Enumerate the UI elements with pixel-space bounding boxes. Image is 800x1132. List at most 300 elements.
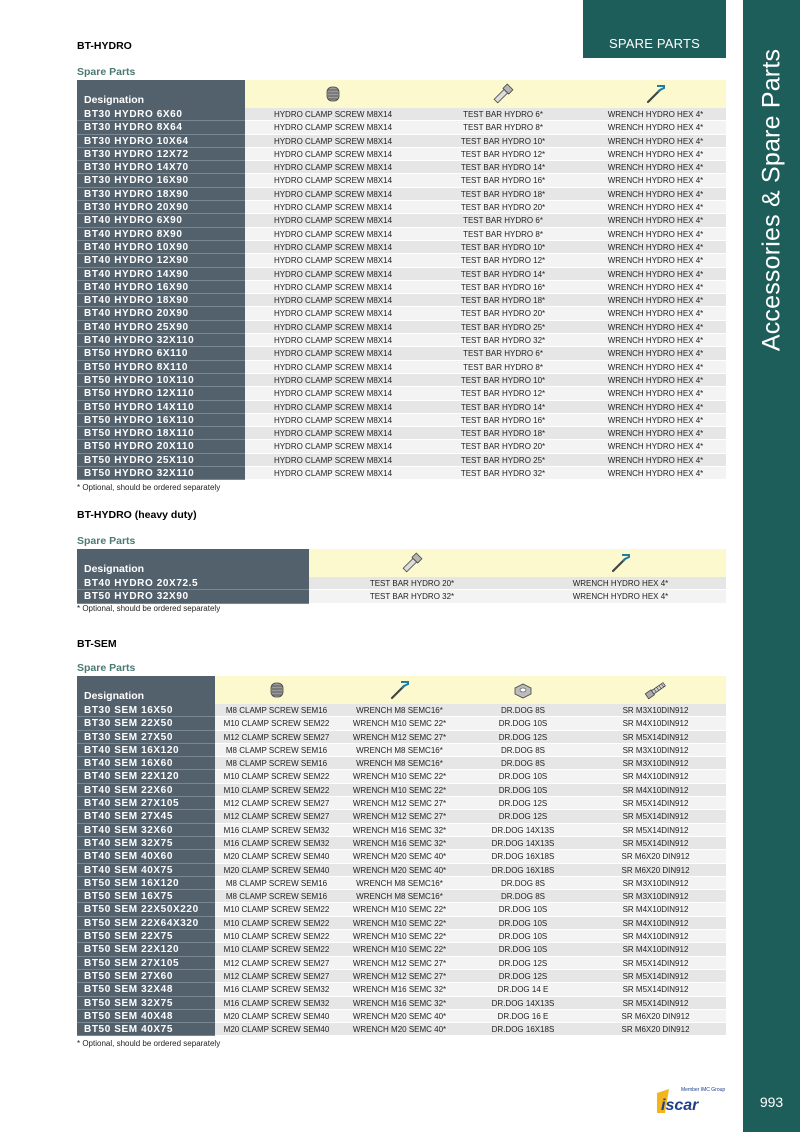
screw-icon bbox=[585, 676, 726, 704]
part-cell: SR M3X10DIN912 bbox=[585, 744, 726, 757]
table-row bbox=[77, 361, 726, 374]
part-cell: WRENCH HYDRO HEX 4* bbox=[585, 374, 726, 387]
part-cell: WRENCH M10 SEMC 22* bbox=[338, 903, 461, 916]
table-row bbox=[77, 440, 726, 453]
part-cell: DR.DOG 16X18S bbox=[461, 850, 585, 863]
table-row bbox=[77, 121, 726, 134]
part-cell: WRENCH HYDRO HEX 4* bbox=[585, 307, 726, 320]
sem-footnote: * Optional, should be ordered separately bbox=[77, 1039, 221, 1048]
part-cell: SR M3X10DIN912 bbox=[585, 890, 726, 903]
part-cell: SR M6X20 DIN912 bbox=[585, 1010, 726, 1023]
part-cell: WRENCH M10 SEMC 22* bbox=[338, 917, 461, 930]
designation-cell: BT50 HYDRO 8X110 bbox=[77, 361, 245, 374]
wrench-icon bbox=[585, 80, 726, 108]
part-cell: M10 CLAMP SCREW SEM22 bbox=[215, 770, 338, 783]
part-cell: WRENCH HYDRO HEX 4* bbox=[585, 201, 726, 214]
part-cell: SR M4X10DIN912 bbox=[585, 917, 726, 930]
table-row bbox=[77, 188, 726, 201]
part-cell: SR M5X14DIN912 bbox=[585, 824, 726, 837]
part-cell: SR M3X10DIN912 bbox=[585, 704, 726, 717]
part-cell: WRENCH M8 SEMC16* bbox=[338, 704, 461, 717]
part-cell: WRENCH HYDRO HEX 4* bbox=[585, 188, 726, 201]
hydro-table-header bbox=[77, 80, 726, 108]
member-text: Member IMC Group bbox=[681, 1087, 726, 1093]
designation-cell: BT40 HYDRO 32X110 bbox=[77, 334, 245, 347]
part-cell: HYDRO CLAMP SCREW M8X14 bbox=[245, 241, 421, 254]
part-cell: WRENCH HYDRO HEX 4* bbox=[585, 387, 726, 400]
designation-cell: BT40 HYDRO 20X72.5 bbox=[77, 577, 309, 590]
designation-cell: BT40 SEM 27X105 bbox=[77, 797, 215, 810]
part-cell: WRENCH M12 SEMC 27* bbox=[338, 810, 461, 823]
part-cell: SR M5X14DIN912 bbox=[585, 970, 726, 983]
part-cell: DR.DOG 8S bbox=[461, 704, 585, 717]
table-row bbox=[77, 294, 726, 307]
part-cell: WRENCH HYDRO HEX 4* bbox=[585, 321, 726, 334]
part-cell: WRENCH M12 SEMC 27* bbox=[338, 731, 461, 744]
part-cell: TEST BAR HYDRO 20* bbox=[421, 201, 585, 214]
designation-cell: BT40 SEM 32X60 bbox=[77, 824, 215, 837]
designation-cell: BT50 SEM 16X75 bbox=[77, 890, 215, 903]
part-cell: WRENCH M16 SEMC 32* bbox=[338, 837, 461, 850]
table-row bbox=[77, 957, 726, 970]
part-cell: TEST BAR HYDRO 8* bbox=[421, 228, 585, 241]
table-row bbox=[77, 228, 726, 241]
table-row bbox=[77, 387, 726, 400]
part-cell: SR M4X10DIN912 bbox=[585, 943, 726, 956]
table-row bbox=[77, 454, 726, 467]
part-cell: TEST BAR HYDRO 6* bbox=[421, 214, 585, 227]
designation-cell: BT40 SEM 22X60 bbox=[77, 784, 215, 797]
part-cell: SR M3X10DIN912 bbox=[585, 757, 726, 770]
table-row bbox=[77, 254, 726, 267]
table-row bbox=[77, 717, 726, 730]
designation-cell: BT30 HYDRO 18X90 bbox=[77, 188, 245, 201]
part-cell: TEST BAR HYDRO 8* bbox=[421, 121, 585, 134]
part-cell: M10 CLAMP SCREW SEM22 bbox=[215, 717, 338, 730]
part-cell: TEST BAR HYDRO 25* bbox=[421, 454, 585, 467]
part-cell: TEST BAR HYDRO 6* bbox=[421, 347, 585, 360]
part-cell: WRENCH HYDRO HEX 4* bbox=[585, 174, 726, 187]
part-cell: WRENCH M8 SEMC16* bbox=[338, 890, 461, 903]
part-cell: TEST BAR HYDRO 16* bbox=[421, 414, 585, 427]
sidebar-title-box bbox=[743, 45, 800, 355]
part-cell: HYDRO CLAMP SCREW M8X14 bbox=[245, 440, 421, 453]
part-cell: WRENCH HYDRO HEX 4* bbox=[585, 268, 726, 281]
designation-cell: BT50 SEM 16X120 bbox=[77, 877, 215, 890]
sem-subtitle: Spare Parts bbox=[77, 662, 136, 674]
table-row bbox=[77, 161, 726, 174]
part-cell: WRENCH HYDRO HEX 4* bbox=[585, 334, 726, 347]
part-cell: HYDRO CLAMP SCREW M8X14 bbox=[245, 161, 421, 174]
part-cell: HYDRO CLAMP SCREW M8X14 bbox=[245, 281, 421, 294]
part-cell: WRENCH HYDRO HEX 4* bbox=[585, 401, 726, 414]
part-cell: WRENCH M10 SEMC 22* bbox=[338, 770, 461, 783]
part-cell: DR.DOG 12S bbox=[461, 970, 585, 983]
part-cell: DR.DOG 14 E bbox=[461, 983, 585, 996]
part-cell: WRENCH M16 SEMC 32* bbox=[338, 824, 461, 837]
part-cell: WRENCH M20 SEMC 40* bbox=[338, 850, 461, 863]
part-cell: DR.DOG 8S bbox=[461, 744, 585, 757]
table-row bbox=[77, 347, 726, 360]
designation-cell: BT40 SEM 32X75 bbox=[77, 837, 215, 850]
part-cell: M16 CLAMP SCREW SEM32 bbox=[215, 837, 338, 850]
part-cell: HYDRO CLAMP SCREW M8X14 bbox=[245, 347, 421, 360]
table-row bbox=[77, 731, 726, 744]
part-cell: TEST BAR HYDRO 14* bbox=[421, 401, 585, 414]
part-cell: WRENCH M12 SEMC 27* bbox=[338, 957, 461, 970]
part-cell: WRENCH HYDRO HEX 4* bbox=[585, 414, 726, 427]
part-cell: DR.DOG 10S bbox=[461, 770, 585, 783]
part-cell: TEST BAR HYDRO 18* bbox=[421, 427, 585, 440]
part-cell: DR.DOG 12S bbox=[461, 957, 585, 970]
part-cell: TEST BAR HYDRO 12* bbox=[421, 254, 585, 267]
part-cell: TEST BAR HYDRO 16* bbox=[421, 281, 585, 294]
table-row bbox=[77, 757, 726, 770]
wrench-icon bbox=[515, 549, 726, 577]
part-cell: HYDRO CLAMP SCREW M8X14 bbox=[245, 214, 421, 227]
part-cell: SR M4X10DIN912 bbox=[585, 903, 726, 916]
designation-cell: BT30 SEM 27X50 bbox=[77, 731, 215, 744]
designation-cell: BT50 SEM 27X60 bbox=[77, 970, 215, 983]
part-cell: WRENCH HYDRO HEX 4* bbox=[585, 281, 726, 294]
part-cell: HYDRO CLAMP SCREW M8X14 bbox=[245, 414, 421, 427]
part-cell: WRENCH HYDRO HEX 4* bbox=[585, 467, 726, 480]
table-row bbox=[77, 850, 726, 863]
table-row bbox=[77, 577, 726, 590]
part-cell: WRENCH HYDRO HEX 4* bbox=[585, 148, 726, 161]
part-cell: SR M5X14DIN912 bbox=[585, 837, 726, 850]
table-row bbox=[77, 770, 726, 783]
table-row bbox=[77, 997, 726, 1010]
part-cell: TEST BAR HYDRO 12* bbox=[421, 387, 585, 400]
designation-cell: BT40 SEM 22X120 bbox=[77, 770, 215, 783]
sem-table bbox=[77, 676, 726, 1036]
designation-cell: BT50 HYDRO 25X110 bbox=[77, 454, 245, 467]
table-row bbox=[77, 930, 726, 943]
clamp-screw-icon bbox=[245, 80, 421, 108]
part-cell: M20 CLAMP SCREW SEM40 bbox=[215, 864, 338, 877]
designation-cell: BT50 SEM 27X105 bbox=[77, 957, 215, 970]
part-cell: WRENCH M12 SEMC 27* bbox=[338, 797, 461, 810]
part-cell: HYDRO CLAMP SCREW M8X14 bbox=[245, 467, 421, 480]
part-cell: M10 CLAMP SCREW SEM22 bbox=[215, 917, 338, 930]
heavy-subtitle: Spare Parts bbox=[77, 535, 136, 547]
designation-cell: BT30 SEM 16X50 bbox=[77, 704, 215, 717]
heavy-table-header bbox=[77, 549, 726, 577]
part-cell: M12 CLAMP SCREW SEM27 bbox=[215, 970, 338, 983]
part-cell: TEST BAR HYDRO 32* bbox=[421, 467, 585, 480]
designation-cell: BT40 SEM 16X60 bbox=[77, 757, 215, 770]
part-cell: TEST BAR HYDRO 10* bbox=[421, 374, 585, 387]
part-cell: SR M5X14DIN912 bbox=[585, 797, 726, 810]
table-row bbox=[77, 214, 726, 227]
part-cell: WRENCH HYDRO HEX 4* bbox=[585, 241, 726, 254]
designation-cell: BT50 HYDRO 16X110 bbox=[77, 414, 245, 427]
part-cell: TEST BAR HYDRO 32* bbox=[309, 590, 515, 603]
part-cell: WRENCH M16 SEMC 32* bbox=[338, 997, 461, 1010]
part-cell: DR.DOG 8S bbox=[461, 877, 585, 890]
table-row bbox=[77, 281, 726, 294]
part-cell: DR.DOG 10S bbox=[461, 930, 585, 943]
part-cell: HYDRO CLAMP SCREW M8X14 bbox=[245, 228, 421, 241]
designation-cell: BT40 HYDRO 18X90 bbox=[77, 294, 245, 307]
part-cell: M8 CLAMP SCREW SEM16 bbox=[215, 704, 338, 717]
part-cell: TEST BAR HYDRO 6* bbox=[421, 108, 585, 121]
hydro-table bbox=[77, 80, 726, 480]
part-cell: TEST BAR HYDRO 25* bbox=[421, 321, 585, 334]
part-cell: SR M5X14DIN912 bbox=[585, 983, 726, 996]
designation-cell: BT40 HYDRO 25X90 bbox=[77, 321, 245, 334]
table-row bbox=[77, 784, 726, 797]
designation-cell: BT40 SEM 16X120 bbox=[77, 744, 215, 757]
part-cell: M8 CLAMP SCREW SEM16 bbox=[215, 877, 338, 890]
sem-table-header bbox=[77, 676, 726, 704]
part-cell: HYDRO CLAMP SCREW M8X14 bbox=[245, 401, 421, 414]
part-cell: WRENCH HYDRO HEX 4* bbox=[585, 361, 726, 374]
part-cell: HYDRO CLAMP SCREW M8X14 bbox=[245, 294, 421, 307]
part-cell: HYDRO CLAMP SCREW M8X14 bbox=[245, 387, 421, 400]
part-cell: DR.DOG 14X13S bbox=[461, 837, 585, 850]
designation-cell: BT40 SEM 40X75 bbox=[77, 864, 215, 877]
table-row bbox=[77, 824, 726, 837]
part-cell: HYDRO CLAMP SCREW M8X14 bbox=[245, 148, 421, 161]
designation-cell: BT30 HYDRO 12X72 bbox=[77, 148, 245, 161]
part-cell: M12 CLAMP SCREW SEM27 bbox=[215, 810, 338, 823]
part-cell: DR.DOG 12S bbox=[461, 731, 585, 744]
part-cell: M12 CLAMP SCREW SEM27 bbox=[215, 957, 338, 970]
part-cell: DR.DOG 10S bbox=[461, 943, 585, 956]
part-cell: DR.DOG 16X18S bbox=[461, 1023, 585, 1036]
part-cell: SR M3X10DIN912 bbox=[585, 877, 726, 890]
designation-cell: BT40 SEM 40X60 bbox=[77, 850, 215, 863]
section-tab-label: SPARE PARTS bbox=[608, 36, 701, 51]
designation-cell: BT50 HYDRO 20X110 bbox=[77, 440, 245, 453]
part-cell: SR M4X10DIN912 bbox=[585, 770, 726, 783]
part-cell: WRENCH M8 SEMC16* bbox=[338, 877, 461, 890]
table-row bbox=[77, 201, 726, 214]
hydro-title: BT-HYDRO bbox=[77, 40, 132, 52]
table-row bbox=[77, 943, 726, 956]
table-row bbox=[77, 307, 726, 320]
designation-cell: BT30 HYDRO 10X64 bbox=[77, 135, 245, 148]
part-cell: DR.DOG 14X13S bbox=[461, 997, 585, 1010]
table-row bbox=[77, 467, 726, 480]
part-cell: M12 CLAMP SCREW SEM27 bbox=[215, 731, 338, 744]
part-cell: DR.DOG 10S bbox=[461, 784, 585, 797]
table-row bbox=[77, 1010, 726, 1023]
wrench-icon bbox=[338, 676, 461, 704]
table-row bbox=[77, 810, 726, 823]
part-cell: WRENCH M20 SEMC 40* bbox=[338, 864, 461, 877]
table-row bbox=[77, 414, 726, 427]
part-cell: DR.DOG 16X18S bbox=[461, 864, 585, 877]
table-row bbox=[77, 744, 726, 757]
part-cell: M20 CLAMP SCREW SEM40 bbox=[215, 850, 338, 863]
part-cell: WRENCH HYDRO HEX 4* bbox=[585, 214, 726, 227]
part-cell: DR.DOG 16 E bbox=[461, 1010, 585, 1023]
part-cell: WRENCH HYDRO HEX 4* bbox=[585, 135, 726, 148]
part-cell: WRENCH HYDRO HEX 4* bbox=[585, 121, 726, 134]
designation-cell: BT50 SEM 32X75 bbox=[77, 997, 215, 1010]
part-cell: TEST BAR HYDRO 8* bbox=[421, 361, 585, 374]
hydro-footnote: * Optional, should be ordered separately bbox=[77, 483, 221, 492]
part-cell: WRENCH HYDRO HEX 4* bbox=[585, 228, 726, 241]
table-row bbox=[77, 174, 726, 187]
part-cell: SR M6X20 DIN912 bbox=[585, 850, 726, 863]
part-cell: M8 CLAMP SCREW SEM16 bbox=[215, 744, 338, 757]
designation-cell: BT40 HYDRO 16X90 bbox=[77, 281, 245, 294]
table-row bbox=[77, 401, 726, 414]
table-row bbox=[77, 334, 726, 347]
page-number: 993 bbox=[759, 1094, 784, 1110]
designation-cell: BT50 SEM 22X120 bbox=[77, 943, 215, 956]
designation-cell: BT40 HYDRO 20X90 bbox=[77, 307, 245, 320]
part-cell: WRENCH HYDRO HEX 4* bbox=[585, 347, 726, 360]
heavy-table bbox=[77, 549, 726, 604]
part-cell: SR M6X20 DIN912 bbox=[585, 864, 726, 877]
part-cell: HYDRO CLAMP SCREW M8X14 bbox=[245, 321, 421, 334]
part-cell: WRENCH HYDRO HEX 4* bbox=[515, 577, 726, 590]
designation-cell: BT30 HYDRO 8X64 bbox=[77, 121, 245, 134]
part-cell: WRENCH HYDRO HEX 4* bbox=[585, 161, 726, 174]
table-row bbox=[77, 135, 726, 148]
designation-cell: BT50 SEM 32X48 bbox=[77, 983, 215, 996]
table-row bbox=[77, 797, 726, 810]
part-cell: WRENCH HYDRO HEX 4* bbox=[585, 427, 726, 440]
table-row bbox=[77, 837, 726, 850]
part-cell: M10 CLAMP SCREW SEM22 bbox=[215, 943, 338, 956]
part-cell: TEST BAR HYDRO 20* bbox=[309, 577, 515, 590]
designation-cell: BT50 HYDRO 18X110 bbox=[77, 427, 245, 440]
part-cell: HYDRO CLAMP SCREW M8X14 bbox=[245, 307, 421, 320]
table-row bbox=[77, 268, 726, 281]
part-cell: M20 CLAMP SCREW SEM40 bbox=[215, 1023, 338, 1036]
table-row bbox=[77, 427, 726, 440]
designation-cell: BT50 SEM 40X48 bbox=[77, 1010, 215, 1023]
table-row bbox=[77, 241, 726, 254]
designation-cell: BT40 HYDRO 6X90 bbox=[77, 214, 245, 227]
part-cell: WRENCH M16 SEMC 32* bbox=[338, 983, 461, 996]
part-cell: M16 CLAMP SCREW SEM32 bbox=[215, 824, 338, 837]
part-cell: SR M4X10DIN912 bbox=[585, 930, 726, 943]
part-cell: WRENCH M10 SEMC 22* bbox=[338, 717, 461, 730]
part-cell: HYDRO CLAMP SCREW M8X14 bbox=[245, 174, 421, 187]
clamp-screw-icon bbox=[215, 676, 338, 704]
designation-cell: BT40 HYDRO 12X90 bbox=[77, 254, 245, 267]
part-cell: SR M4X10DIN912 bbox=[585, 784, 726, 797]
part-cell: M8 CLAMP SCREW SEM16 bbox=[215, 890, 338, 903]
logo-text: iscar bbox=[661, 1097, 699, 1114]
part-cell: M10 CLAMP SCREW SEM22 bbox=[215, 903, 338, 916]
part-cell: TEST BAR HYDRO 18* bbox=[421, 188, 585, 201]
part-cell: WRENCH M20 SEMC 40* bbox=[338, 1010, 461, 1023]
part-cell: HYDRO CLAMP SCREW M8X14 bbox=[245, 374, 421, 387]
part-cell: HYDRO CLAMP SCREW M8X14 bbox=[245, 268, 421, 281]
designation-cell: BT50 SEM 22X75 bbox=[77, 930, 215, 943]
sidebar-title: Accessories & Spare Parts bbox=[757, 48, 785, 352]
test-bar-icon bbox=[421, 80, 585, 108]
part-cell: DR.DOG 12S bbox=[461, 797, 585, 810]
part-cell: HYDRO CLAMP SCREW M8X14 bbox=[245, 454, 421, 467]
part-cell: TEST BAR HYDRO 16* bbox=[421, 174, 585, 187]
part-cell: WRENCH HYDRO HEX 4* bbox=[585, 440, 726, 453]
part-cell: DR.DOG 14X13S bbox=[461, 824, 585, 837]
designation-cell: BT30 HYDRO 6X60 bbox=[77, 108, 245, 121]
part-cell: TEST BAR HYDRO 20* bbox=[421, 307, 585, 320]
sem-title: BT-SEM bbox=[77, 638, 117, 650]
designation-cell: BT40 HYDRO 10X90 bbox=[77, 241, 245, 254]
part-cell: WRENCH M8 SEMC16* bbox=[338, 757, 461, 770]
part-cell: TEST BAR HYDRO 18* bbox=[421, 294, 585, 307]
designation-cell: BT50 SEM 40X75 bbox=[77, 1023, 215, 1036]
part-cell: HYDRO CLAMP SCREW M8X14 bbox=[245, 108, 421, 121]
part-cell: M10 CLAMP SCREW SEM22 bbox=[215, 784, 338, 797]
designation-cell: BT40 HYDRO 8X90 bbox=[77, 228, 245, 241]
part-cell: HYDRO CLAMP SCREW M8X14 bbox=[245, 135, 421, 148]
part-cell: TEST BAR HYDRO 14* bbox=[421, 161, 585, 174]
table-row bbox=[77, 970, 726, 983]
part-cell: WRENCH M10 SEMC 22* bbox=[338, 943, 461, 956]
part-cell: HYDRO CLAMP SCREW M8X14 bbox=[245, 334, 421, 347]
part-cell: M10 CLAMP SCREW SEM22 bbox=[215, 930, 338, 943]
designation-cell: BT30 HYDRO 16X90 bbox=[77, 174, 245, 187]
part-cell: WRENCH HYDRO HEX 4* bbox=[585, 108, 726, 121]
part-cell: DR.DOG 8S bbox=[461, 757, 585, 770]
part-cell: HYDRO CLAMP SCREW M8X14 bbox=[245, 121, 421, 134]
part-cell: M20 CLAMP SCREW SEM40 bbox=[215, 1010, 338, 1023]
part-cell: DR.DOG 8S bbox=[461, 890, 585, 903]
part-cell: WRENCH M10 SEMC 22* bbox=[338, 784, 461, 797]
designation-cell: BT30 HYDRO 14X70 bbox=[77, 161, 245, 174]
designation-cell: BT50 HYDRO 14X110 bbox=[77, 401, 245, 414]
part-cell: M12 CLAMP SCREW SEM27 bbox=[215, 797, 338, 810]
part-cell: M16 CLAMP SCREW SEM32 bbox=[215, 983, 338, 996]
table-row bbox=[77, 590, 726, 603]
part-cell: WRENCH M10 SEMC 22* bbox=[338, 930, 461, 943]
part-cell: TEST BAR HYDRO 32* bbox=[421, 334, 585, 347]
table-row bbox=[77, 917, 726, 930]
table-row bbox=[77, 983, 726, 996]
part-cell: TEST BAR HYDRO 20* bbox=[421, 440, 585, 453]
part-cell: WRENCH HYDRO HEX 4* bbox=[515, 590, 726, 603]
heavy-title: BT-HYDRO (heavy duty) bbox=[77, 509, 197, 521]
iscar-logo bbox=[655, 1083, 727, 1115]
part-cell: M8 CLAMP SCREW SEM16 bbox=[215, 757, 338, 770]
table-row bbox=[77, 890, 726, 903]
table-row bbox=[77, 877, 726, 890]
part-cell: HYDRO CLAMP SCREW M8X14 bbox=[245, 427, 421, 440]
designation-cell: BT30 SEM 22X50 bbox=[77, 717, 215, 730]
part-cell: SR M6X20 DIN912 bbox=[585, 1023, 726, 1036]
part-cell: HYDRO CLAMP SCREW M8X14 bbox=[245, 188, 421, 201]
part-cell: WRENCH M12 SEMC 27* bbox=[338, 970, 461, 983]
table-row bbox=[77, 903, 726, 916]
part-cell: TEST BAR HYDRO 10* bbox=[421, 135, 585, 148]
part-cell: SR M5X14DIN912 bbox=[585, 731, 726, 744]
table-row bbox=[77, 321, 726, 334]
part-cell: WRENCH HYDRO HEX 4* bbox=[585, 454, 726, 467]
part-cell: SR M5X14DIN912 bbox=[585, 957, 726, 970]
table-row bbox=[77, 704, 726, 717]
designation-cell: BT40 HYDRO 14X90 bbox=[77, 268, 245, 281]
designation-cell: BT50 HYDRO 6X110 bbox=[77, 347, 245, 360]
part-cell: HYDRO CLAMP SCREW M8X14 bbox=[245, 361, 421, 374]
hydro-subtitle: Spare Parts bbox=[77, 66, 136, 78]
part-cell: TEST BAR HYDRO 14* bbox=[421, 268, 585, 281]
drive-dog-icon bbox=[461, 676, 585, 704]
designation-header: Designation bbox=[77, 549, 309, 577]
table-row bbox=[77, 108, 726, 121]
